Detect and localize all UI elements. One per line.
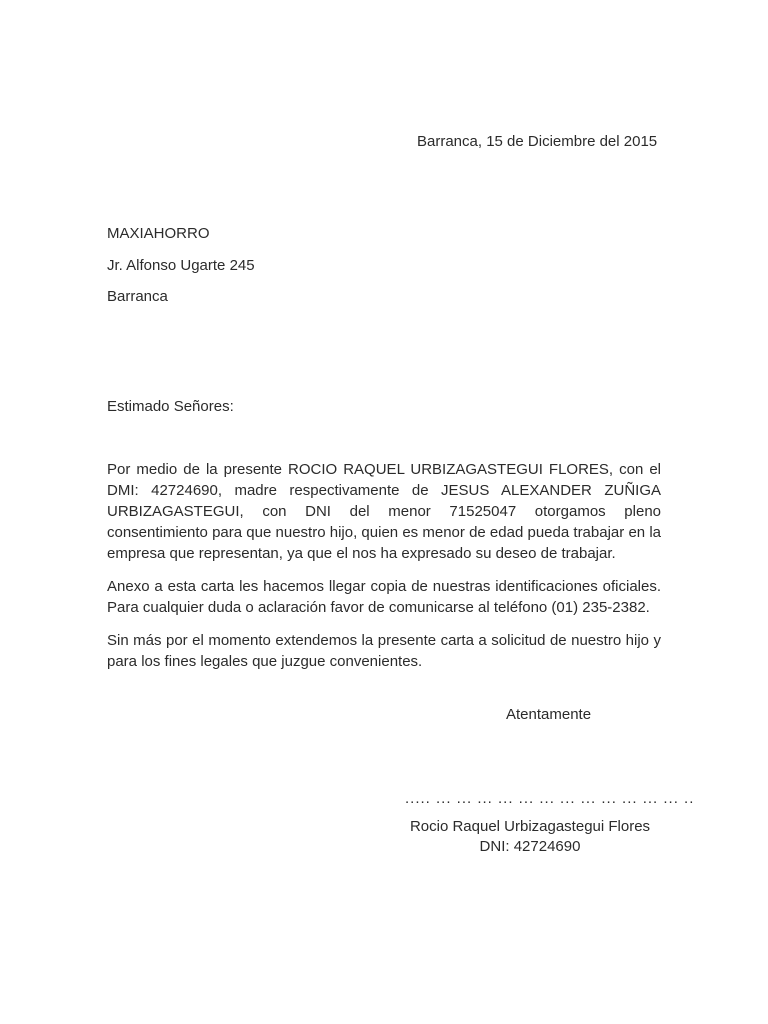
signature-dni: DNI: 42724690 [479, 838, 581, 855]
signature-name: Rocio Raquel Urbizagastegui Flores [409, 818, 651, 835]
recipient-city: Barranca [107, 288, 168, 305]
signature-line-dots: ..... ... ... ... ... ... ... ... ... ... ... ... ... .. [405, 790, 695, 807]
body-paragraph: Por medio de la presente ROCIO RAQUEL URBIZAGASTEGUI FLORES, con el DMI: 42724690, madre respectivamente de JESUS ALEXANDER ZUÑIGA URBIZAGASTEGUI, con DNI del menor 71525047 otorgamos pleno consentimiento para que nuestro hijo, quien es menor de edad pueda trabajar en la empresa que representan, ya que el nos ha expresado su deseo de trabajar. [107, 461, 661, 562]
letter-date: Barranca, 15 de Diciembre del 2015 [417, 133, 658, 150]
salutation: Estimado Señores: [107, 398, 234, 415]
recipient-name: MAXIAHORRO [107, 225, 210, 242]
letter-body [107, 459, 661, 672]
body-paragraph: Anexo a esta carta les hacemos llegar copia de nuestras identificaciones oficiales. Para cualquier duda o aclaración favor de comunicarse al teléfono (01) 235-2382. [107, 578, 661, 616]
recipient-address: Jr. Alfonso Ugarte 245 [107, 257, 255, 274]
closing-word: Atentamente [506, 706, 592, 723]
body-paragraph: Sin más por el momento extendemos la presente carta a solicitud de nuestro hijo y para los fines legales que juzgue convenientes. [107, 632, 661, 670]
signature-block [405, 789, 695, 857]
